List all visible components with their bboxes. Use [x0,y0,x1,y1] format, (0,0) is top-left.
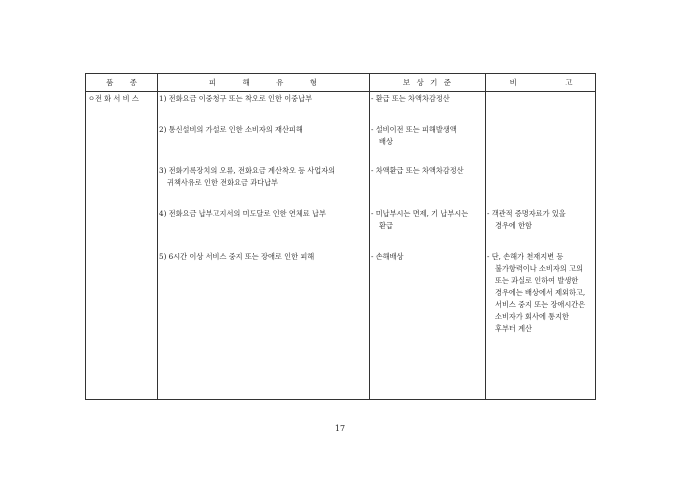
header-compensation-standard: 보 상 기 준 [402,78,452,87]
note-4: - 객관적 증명자료가 있을 경우에 한함 [487,209,566,230]
damage-type-2: 2) 통신설비의 가설로 인한 소비자의 재산피해 [159,125,303,134]
page-number: 17 [334,424,346,433]
standard-4: - 미납부시는 면제, 기 납부시는 환급 [371,209,469,230]
note-5: - 단, 손해가 천재지변 등 불가항력이나 소비자의 고의 또는 과실로 인하여 발생한 경우에는 배상에서 제외하고, 서비스 중지 또는 장애시간은 소비자가 회사에 통지한 후부터 계산 [487,252,586,333]
column-divider-3 [485,74,486,399]
header-damage-type: 피 해 유 형 [208,78,318,87]
header-divider [86,91,595,92]
standard-5: - 손해배상 [371,252,404,261]
column-divider-1 [157,74,158,399]
header-remarks: 비 고 [509,78,573,87]
damage-type-1: 1) 전화요금 이중청구 또는 착오로 인한 이중납부 [159,94,313,103]
column-divider-2 [369,74,370,399]
damage-type-5: 5) 6시간 이상 서비스 중지 또는 장애로 인한 피해 [159,252,315,261]
header-category: 품 종 [106,78,137,87]
damage-type-4: 4) 전화요금 납부고지서의 미도달로 인한 연체료 납부 [159,209,326,218]
standard-1: - 환급 또는 차액차감정산 [371,94,450,103]
standard-2: - 설비이전 또는 피해발생액 배상 [371,125,457,146]
damage-type-3: 3) 전화기록장치의 오류, 전화요금 계산착오 등 사업자의 귀책사유로 인한 전화요금 과다납부 [159,166,336,187]
standard-3: - 차액환급 또는 차액차감정산 [371,166,464,175]
category-phone-service: ㅇ전 화 서 비 스 [88,94,139,103]
compensation-table [85,73,596,400]
